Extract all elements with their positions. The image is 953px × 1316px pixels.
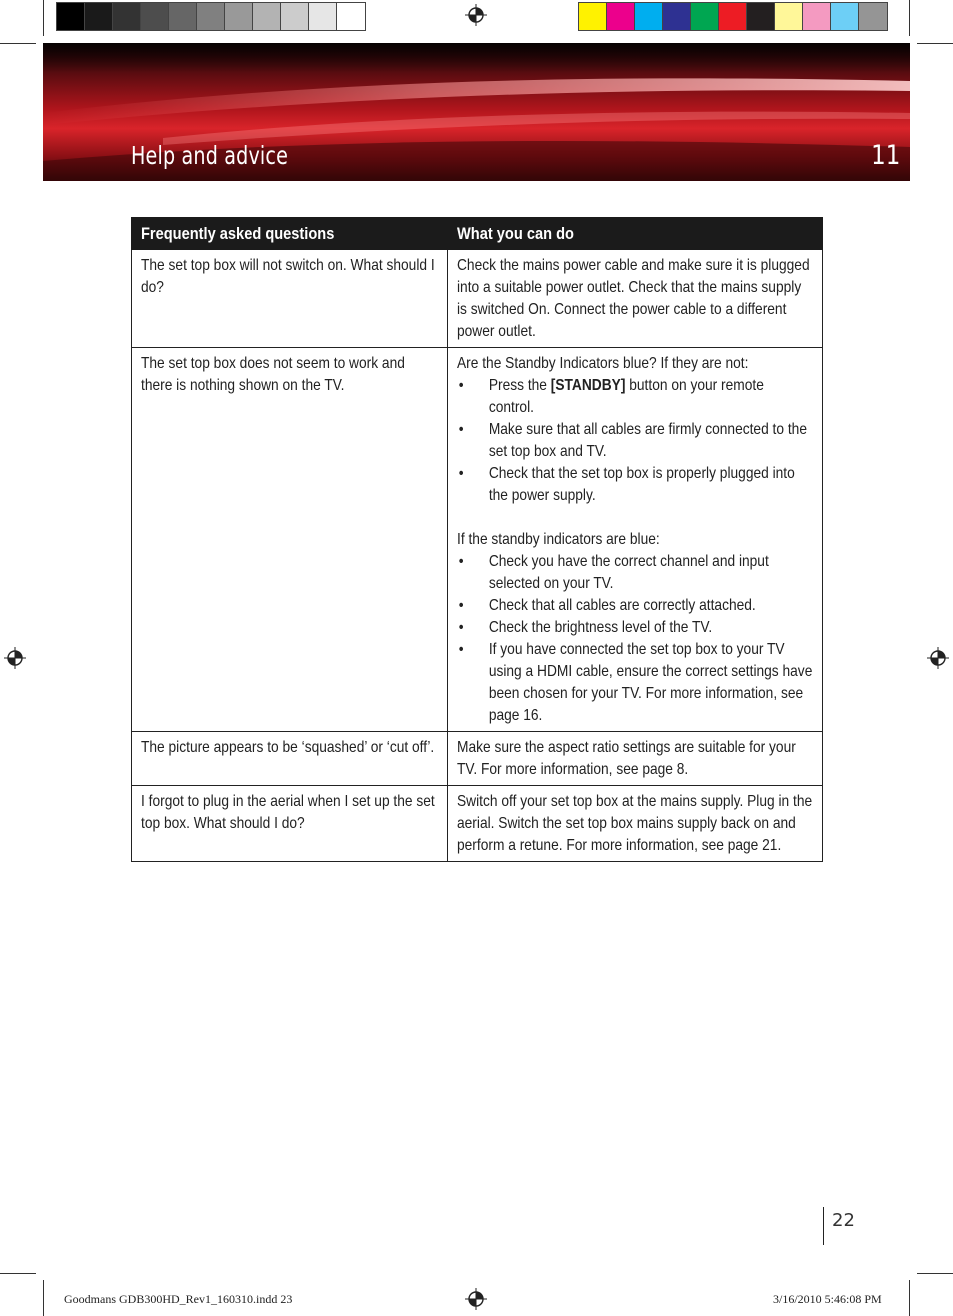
gray-swatch: [225, 3, 253, 30]
color-swatch: [859, 3, 887, 30]
crop-mark: [0, 43, 36, 44]
header-questions: Frequently asked questions: [132, 218, 448, 250]
color-swatch: [691, 3, 719, 30]
color-swatch: [831, 3, 859, 30]
list-item: • Check you have the correct channel and input selected on your TV.: [457, 551, 813, 595]
footer-timestamp: 3/16/2010 5:46:08 PM: [773, 1292, 882, 1306]
registration-mark-icon: [465, 1288, 487, 1310]
list-item: • Check that the set top box is properly plugged into the power supply.: [457, 463, 813, 507]
color-swatch: [635, 3, 663, 30]
color-swatch: [775, 3, 803, 30]
gray-swatch: [57, 3, 85, 30]
page-number: 22: [832, 1210, 855, 1231]
table-row: [132, 348, 823, 732]
answer-intro: Are the Standby Indicators blue? If they are not:: [456, 355, 748, 372]
color-swatch: [719, 3, 747, 30]
registration-mark-icon: [465, 4, 487, 26]
list-item: • Press the [STANDBY] button on your remote control.: [457, 375, 813, 419]
color-swatch: [607, 3, 635, 30]
list-item: • If you have connected the set top box to your TV using a HDMI cable, ensure the correct settings have been chosen for your TV. For more information, see page 16.: [457, 639, 813, 727]
crop-mark: [43, 1280, 44, 1316]
standby-key-label: [STANDBY]: [550, 377, 625, 394]
gray-swatch: [281, 3, 309, 30]
section-number: 11: [870, 140, 900, 171]
bullet-list: [457, 551, 813, 727]
answer-cell: [447, 348, 822, 732]
process-color-bar: [578, 2, 888, 31]
gray-swatch: [113, 3, 141, 30]
table-row: [132, 786, 823, 862]
color-swatch: [747, 3, 775, 30]
question-cell: The set top box does not seem to work and there is nothing shown on the TV.: [132, 348, 448, 732]
color-swatch: [803, 3, 831, 30]
crop-mark: [917, 43, 953, 44]
color-swatch: [579, 3, 607, 30]
answer-cell: Check the mains power cable and make sure it is plugged into a suitable power outlet. Check that the mains supply is switched On. Connect the power cable to a different power outlet.: [447, 250, 822, 348]
faq-table: [131, 217, 823, 862]
list-item: • Make sure that all cables are firmly connected to the set top box and TV.: [457, 419, 813, 463]
section-banner: [43, 43, 910, 181]
gray-swatch: [85, 3, 113, 30]
gray-swatch: [141, 3, 169, 30]
bullet-list: [457, 375, 813, 507]
registration-mark-icon: [4, 647, 26, 669]
question-cell: The picture appears to be ‘squashed’ or ‘cut off’.: [132, 732, 448, 786]
gray-swatch: [169, 3, 197, 30]
answer-cell: Switch off your set top box at the mains supply. Plug in the aerial. Switch the set top box mains supply back on and perform a retune. For more information, see page 21.: [447, 786, 822, 862]
footer-file-name: Goodmans GDB300HD_Rev1_160310.indd 23: [64, 1292, 293, 1306]
grayscale-color-bar: [56, 2, 366, 31]
gray-swatch: [253, 3, 281, 30]
table-row: [132, 732, 823, 786]
color-swatch: [663, 3, 691, 30]
crop-mark: [909, 1280, 910, 1316]
gray-swatch: [337, 3, 365, 30]
table-header-row: [132, 218, 823, 250]
page-number-rule: [823, 1207, 824, 1245]
question-cell: I forgot to plug in the aerial when I set up the set top box. What should I do?: [132, 786, 448, 862]
section-title: Help and advice: [131, 141, 289, 170]
list-item: • Check that all cables are correctly attached.: [457, 595, 813, 617]
crop-mark: [0, 1273, 36, 1274]
question-cell: The set top box will not switch on. What should I do?: [132, 250, 448, 348]
gray-swatch: [309, 3, 337, 30]
crop-mark: [917, 1273, 953, 1274]
registration-mark-icon: [927, 647, 949, 669]
header-answers: What you can do: [447, 218, 822, 250]
answer-cell: Make sure the aspect ratio settings are suitable for your TV. For more information, see page 8.: [447, 732, 822, 786]
crop-mark: [909, 0, 910, 36]
gray-swatch: [197, 3, 225, 30]
table-row: [132, 250, 823, 348]
crop-mark: [43, 0, 44, 36]
list-item: • Check the brightness level of the TV.: [457, 617, 813, 639]
answer-intro: If the standby indicators are blue:: [456, 531, 660, 548]
